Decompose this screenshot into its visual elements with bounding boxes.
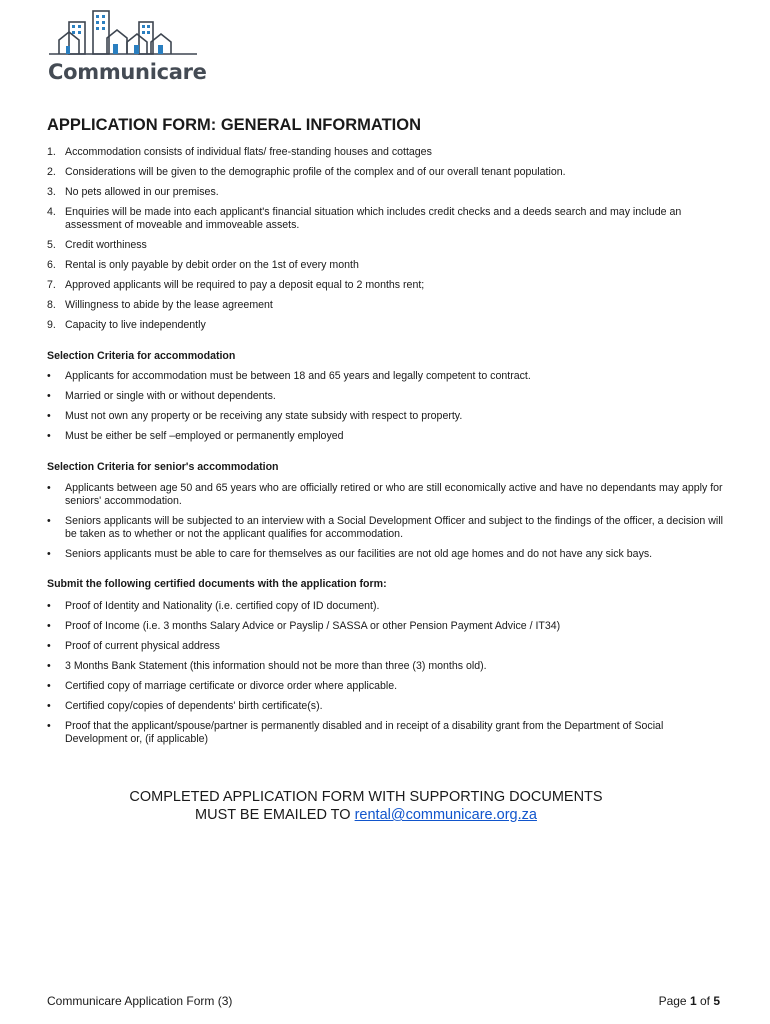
general-info-list bbox=[47, 146, 727, 339]
list-item bbox=[47, 370, 727, 383]
list-marker: • bbox=[47, 548, 51, 560]
list-marker: 7. bbox=[47, 279, 56, 291]
list-item-text: Credit worthiness bbox=[65, 239, 147, 251]
list-item-text: Certified copy of marriage certificate or divorce order where applicable. bbox=[65, 680, 398, 692]
list-item-text: 3 Months Bank Statement (this information should not be more than three (3) months old). bbox=[65, 660, 487, 672]
list-marker: • bbox=[47, 720, 51, 732]
list-item-text: Willingness to abide by the lease agreement bbox=[65, 299, 273, 311]
list-marker: 8. bbox=[47, 299, 56, 311]
list-item bbox=[47, 600, 727, 613]
seniors-criteria-list bbox=[47, 482, 727, 568]
list-item-text: Approved applicants will be required to pay a deposit equal to 2 months rent; bbox=[65, 279, 425, 291]
list-item-text: Proof of current physical address bbox=[65, 640, 220, 652]
selection-criteria-heading: Selection Criteria for accommodation bbox=[47, 350, 236, 362]
list-item bbox=[47, 482, 727, 508]
list-item-text: Seniors applicants must be able to care for themselves as our facilities are not old age homes and do not have any sick bays. bbox=[65, 548, 653, 560]
list-item-text: Considerations will be given to the demographic profile of the complex and of our overall tenant population. bbox=[65, 166, 566, 178]
list-item-text: Must be either be self –employed or permanently employed bbox=[65, 430, 344, 442]
list-item bbox=[47, 390, 727, 403]
documents-heading: Submit the following certified documents with the application form: bbox=[47, 578, 387, 590]
list-marker: • bbox=[47, 370, 51, 382]
list-item bbox=[47, 186, 727, 199]
list-item bbox=[47, 206, 727, 232]
list-marker: • bbox=[47, 410, 51, 422]
list-marker: • bbox=[47, 660, 51, 672]
list-marker: 6. bbox=[47, 259, 56, 271]
list-item-text: Married or single with or without dependents. bbox=[65, 390, 276, 402]
list-item bbox=[47, 166, 727, 179]
list-item bbox=[47, 279, 727, 292]
seniors-criteria-heading: Selection Criteria for senior's accommodation bbox=[47, 461, 279, 473]
logo-wordmark: Communicare bbox=[48, 60, 207, 84]
footer-form-name: Communicare Application Form (3) bbox=[47, 994, 233, 1008]
list-item-text: Proof of Identity and Nationality (i.e. certified copy of ID document). bbox=[65, 600, 380, 612]
list-item bbox=[47, 146, 727, 159]
list-marker: 2. bbox=[47, 166, 56, 178]
list-marker: 5. bbox=[47, 239, 56, 251]
list-marker: 4. bbox=[47, 206, 56, 218]
list-item bbox=[47, 430, 727, 443]
list-item bbox=[47, 620, 727, 633]
list-item bbox=[47, 259, 727, 272]
submission-notice bbox=[0, 788, 732, 824]
footer-page-number bbox=[659, 994, 720, 1008]
list-item-text: Must not own any property or be receiving any state subsidy with respect to property. bbox=[65, 410, 463, 422]
list-item bbox=[47, 410, 727, 423]
list-marker: • bbox=[47, 482, 51, 494]
list-marker: • bbox=[47, 600, 51, 612]
list-item-text: Capacity to live independently bbox=[65, 319, 206, 331]
list-item bbox=[47, 319, 727, 332]
list-item bbox=[47, 299, 727, 312]
list-item-text: Certified copy/copies of dependents' birth certificate(s). bbox=[65, 700, 323, 712]
submission-notice-prefix: MUST BE EMAILED TO bbox=[195, 807, 355, 823]
email-link[interactable]: rental@communicare.org.za bbox=[354, 807, 537, 823]
list-marker: 3. bbox=[47, 186, 56, 198]
list-item-text: Proof that the applicant/spouse/partner is permanently disabled and in receipt of a disability grant from the Department of Social Development or, (if applicable) bbox=[65, 720, 664, 745]
list-item bbox=[47, 680, 727, 693]
list-marker: • bbox=[47, 620, 51, 632]
list-marker: • bbox=[47, 390, 51, 402]
documents-list bbox=[47, 600, 727, 753]
page-title: APPLICATION FORM: GENERAL INFORMATION bbox=[47, 116, 421, 134]
list-marker: 1. bbox=[47, 146, 56, 158]
list-item-text: No pets allowed in our premises. bbox=[65, 186, 219, 198]
list-item-text: Seniors applicants will be subjected to an interview with a Social Development Officer and subject to the findings of the officer, a decision will be taken as to whether or not the applicant qualifies for accommodation. bbox=[65, 515, 723, 540]
list-item-text: Proof of Income (i.e. 3 months Salary Advice or Payslip / SASSA or other Pension Payment Advice / IT34) bbox=[65, 620, 561, 632]
submission-notice-line1: COMPLETED APPLICATION FORM WITH SUPPORTING DOCUMENTS bbox=[129, 789, 603, 805]
list-item bbox=[47, 720, 727, 746]
list-item-text: Applicants between age 50 and 65 years who are officially retired or who are still economically active and have no dependants may apply for seniors' accommodation. bbox=[65, 482, 723, 507]
list-marker: • bbox=[47, 700, 51, 712]
selection-criteria-list bbox=[47, 370, 727, 450]
page-prefix: Page bbox=[658, 994, 690, 1008]
list-item-text: Accommodation consists of individual flats/ free-standing houses and cottages bbox=[65, 146, 432, 158]
list-marker: • bbox=[47, 680, 51, 692]
submission-notice-line2 bbox=[0, 806, 732, 824]
list-item bbox=[47, 515, 727, 541]
list-item-text: Applicants for accommodation must be between 18 and 65 years and legally competent to contract. bbox=[65, 370, 531, 382]
list-item-text: Rental is only payable by debit order on the 1st of every month bbox=[65, 259, 359, 271]
list-marker: • bbox=[47, 515, 51, 527]
list-marker: • bbox=[47, 430, 51, 442]
page-total: 5 bbox=[713, 994, 720, 1008]
page-current: 1 bbox=[689, 994, 697, 1008]
list-item bbox=[47, 640, 727, 653]
list-item bbox=[47, 239, 727, 252]
list-marker: 9. bbox=[47, 319, 56, 331]
list-item bbox=[47, 700, 727, 713]
list-item bbox=[47, 548, 727, 561]
list-item-text: Enquiries will be made into each applicant's financial situation which includes credit checks and a deeds search and may include an assessment of moveable and immoveable assets. bbox=[65, 206, 682, 231]
list-item bbox=[47, 660, 727, 673]
list-marker: • bbox=[47, 640, 51, 652]
page-of: of bbox=[696, 994, 714, 1008]
